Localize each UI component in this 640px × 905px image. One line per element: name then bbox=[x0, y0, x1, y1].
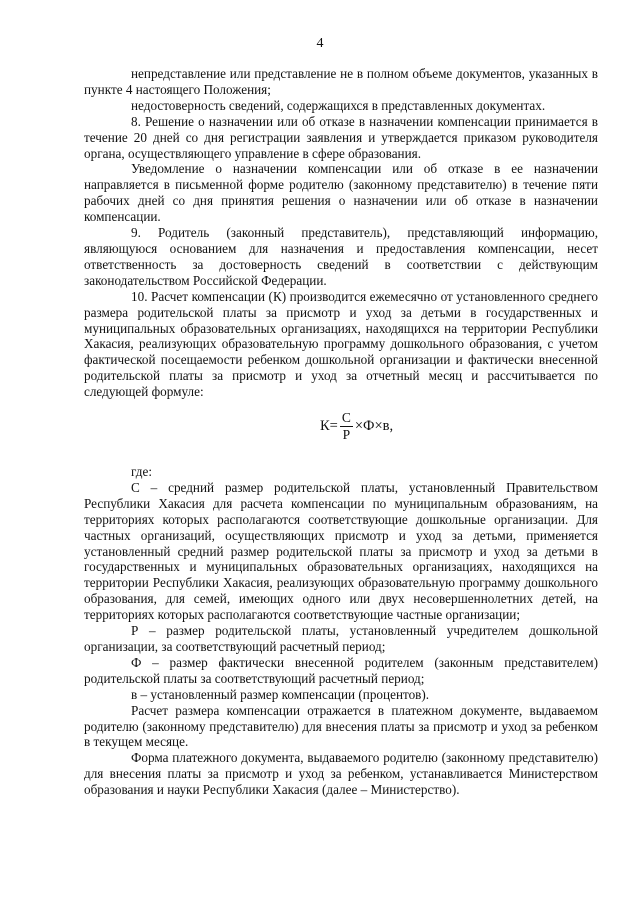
where-label: где: bbox=[131, 464, 152, 480]
paragraph-item-10: 10. Расчет компенсации (К) производится ежемесячно от установленного среднего размера родительской платы за присмотр и уход за детьми в государственных и муниципальных образовательных организациях, находящихся на территории Республики Хакасия, реализующих образовательную программу дошкольного образования, с учетом фактической посещаемости ребенком дошкольной организации и фактически внесенной родительской платы за присмотр и уход за отчетный месяц и рассчитывается по следующей формуле: bbox=[84, 288, 598, 400]
paragraph-item-8: 8. Решение о назначении или об отказе в назначении компенсации принимается в течение 20 дней со дня регистрации заявления и утверждается приказом руководителя органа, осуществляющего управление в сфере образования. bbox=[84, 113, 598, 161]
definition-f: Ф – размер фактически внесенной родителем (законным представителем) родительской платы за соответствующий расчетный период; bbox=[84, 654, 598, 686]
formula-fraction bbox=[340, 410, 353, 443]
paragraph: Расчет размера компенсации отражается в платежном документе, выдаваемом родителю (законному представителю) для внесения платы за присмотр и уход за ребенком в текущем месяце. bbox=[84, 702, 598, 750]
document-body bbox=[84, 66, 598, 798]
paragraph: непредставление или представление не в полном объеме документов, указанных в пункте 4 настоящего Положения; bbox=[84, 66, 598, 97]
definition-p: Р – размер родительской платы, установленный учредителем дошкольной организации, за соответствующий расчетный период; bbox=[84, 623, 598, 654]
formula-rhs: ×Ф×в, bbox=[354, 417, 394, 434]
definition-v: в – установленный размер компенсации (процентов). bbox=[131, 686, 430, 702]
paragraph: Форма платежного документа, выдаваемого родителю (законному представителю) для внесения платы за присмотр и уход за ребенком, устанавливается Министерством образования и науки Республики Хакасия (далее – Министерство). bbox=[84, 750, 598, 798]
paragraph: Уведомление о назначении компенсации или об отказе в ее назначении направляется в письменной форме родителю (законному представителю) в течение пяти рабочих дней со дня принятия решения о назначении или об отказе в назначении компенсации. bbox=[84, 161, 598, 225]
paragraph: недостоверность сведений, содержащихся в представленных документах. bbox=[131, 97, 546, 113]
compensation-formula bbox=[84, 402, 598, 464]
page-number: 4 bbox=[316, 36, 324, 51]
paragraph-item-9: 9. Родитель (законный представитель), представляющий информацию, являющуюся основанием для назначения и предоставления компенсации, несет ответственность за достоверность сведений в соответствии с действующим законодательством Российской Федерации. bbox=[84, 225, 598, 288]
formula-denominator: Р bbox=[342, 427, 351, 443]
formula-numerator: С bbox=[341, 410, 351, 426]
definition-c: С – средний размер родительской платы, установленный Правительством Республики Хакасия для расчета компенсации по муниципальным образованиям, на территориях которых располагаются соответствующие дошкольные организации. Для частных организаций, осуществляющих присмотр и уход за детьми, применяется установленный средний размер родительской платы за присмотр и уход за детьми в государственных и муниципальных образовательных организациях, находящихся на территории Республики Хакасия, реализующих образовательную программу дошкольного образования, для семей, имеющих одного или двух несовершеннолетних детей, на территориях которых располагаются соответствующие частные организации; bbox=[84, 479, 598, 623]
formula-lhs: К= bbox=[320, 417, 338, 434]
